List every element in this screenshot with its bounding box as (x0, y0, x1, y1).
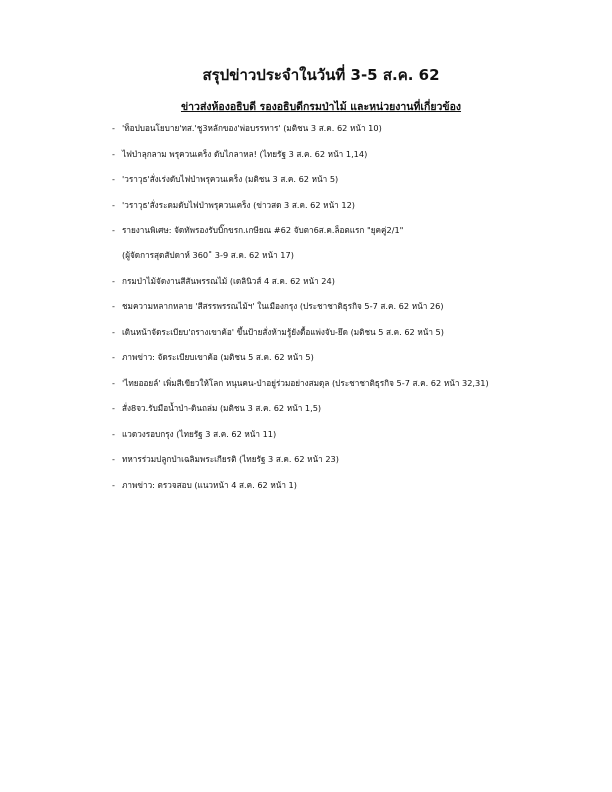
list-item (112, 122, 592, 134)
list-bullet: - (112, 199, 115, 210)
list-item-text: สั่ง8จว.รับมือน้ำป่า-ดินถล่ม (มติชน 3 ส.ค. 62 หน้า 1,5) (122, 403, 322, 413)
list-item-text: เดินหน้าจัดระเบียบ'ถรางเขาค้อ' ขึ้นป้ายสั่งห้ามรู้ยังดื้อแพ่งจับ-ยึด (มติชน 5 ส.ค. 62 หน้า 5) (122, 326, 444, 337)
list-item-text: 'วราวุธ'สั่งระดมดับไฟป่าพรุควนเคร็ง (ข่าวสด 3 ส.ค. 62 หน้า 12) (122, 199, 355, 210)
list-item (112, 300, 592, 312)
list-item-text: แวดวงรอบกรุง (ไทยรัฐ 3 ส.ค. 62 หน้า 11) (122, 428, 277, 439)
list-item-text: 'วราวุธ'สั่งเร่งดับไฟป่าพรุควนเคร็ง (มติชน 3 ส.ค. 62 หน้า 5) (122, 174, 339, 184)
list-item-text: ทหารร่วมปลูกป่าเฉลิมพระเกียรติ (ไทยรัฐ 3 ส.ค. 62 หน้า 23) (122, 454, 339, 464)
list-bullet: - (112, 454, 115, 464)
list-bullet: - (112, 301, 115, 311)
list-item-text: ภาพข่าว: ตรวจสอบ (แนวหน้า 4 ส.ค. 62 หน้า 1) (122, 479, 297, 490)
list-item (112, 479, 592, 491)
list-item-text: ชมความหลากหลาย 'สีสรรพรรณไม้ฯ' ในเมืองกรุง (ประชาชาติธุรกิจ 5-7 ส.ค. 62 หน้า 26) (122, 301, 444, 311)
list-item-text: ภาพข่าว: จัดระเบียบเขาค้อ (มติชน 5 ส.ค. 62 หน้า 5) (122, 352, 314, 362)
list-bullet: - (112, 326, 115, 337)
list-bullet: - (112, 428, 115, 439)
list-item-continuation: (ผู้จัดการสุดสัปดาห์ 360˚ 3-9 ส.ค. 62 หน้า 17) (122, 250, 294, 260)
page-title: สรุปข่าวประจำในวันที่ 3-5 ส.ค. 62 (202, 66, 440, 84)
list-item (112, 224, 592, 236)
list-item (112, 428, 592, 440)
list-item-text: ไฟป่าลุกลาม พรุควนเคร็ง ดับไกลาหล! (ไทยรัฐ 3 ส.ค. 62 หน้า 1,14) (122, 148, 368, 159)
news-list (112, 122, 592, 504)
list-bullet: - (112, 377, 115, 388)
list-bullet: - (112, 352, 115, 362)
list-item (112, 173, 592, 185)
page-subtitle: ข่าวส่งห้องอธิบดี รองอธิบดีกรมป่าไม้ และหน่วยงานที่เกี่ยวข้อง (180, 101, 462, 113)
list-item (112, 351, 592, 363)
list-bullet: - (112, 225, 115, 235)
list-bullet: - (112, 148, 115, 159)
list-item (112, 402, 592, 414)
list-item (112, 453, 592, 465)
list-bullet: - (112, 123, 115, 133)
list-item (112, 326, 592, 338)
list-item (112, 148, 592, 160)
list-bullet: - (112, 174, 115, 184)
list-item-text: 'ท็อปบอนโยบาย'ทส.'ชู3หลักของ'พ่อบรรหาร' (มติชน 3 ส.ค. 62 หน้า 10) (122, 123, 382, 133)
list-item (112, 199, 592, 211)
list-item (112, 275, 592, 287)
list-item-text: 'ไทยออยล์' เพิ่มสีเขียวให้โลก หนุนคน-ป่าอยู่ร่วมอย่างสมดุล (ประชาชาติธุรกิจ 5-7 ส.ค. 62 หน้า 32,31) (122, 377, 489, 388)
list-item-text: รายงานพิเศษ: จัดทัพรองรับบิ๊กขรก.เกษียณ #62 จับตา6ส.ค.ล็อตแรก "ยุคคู่2/1" (122, 225, 404, 235)
list-item (112, 377, 592, 389)
list-item-text: กรมป่าไม้จัดงานสีสันพรรณไม้ (เดลินิวส์ 4 ส.ค. 62 หน้า 24) (122, 275, 335, 286)
list-bullet: - (112, 479, 115, 490)
list-bullet: - (112, 403, 115, 413)
list-bullet: - (112, 275, 115, 286)
